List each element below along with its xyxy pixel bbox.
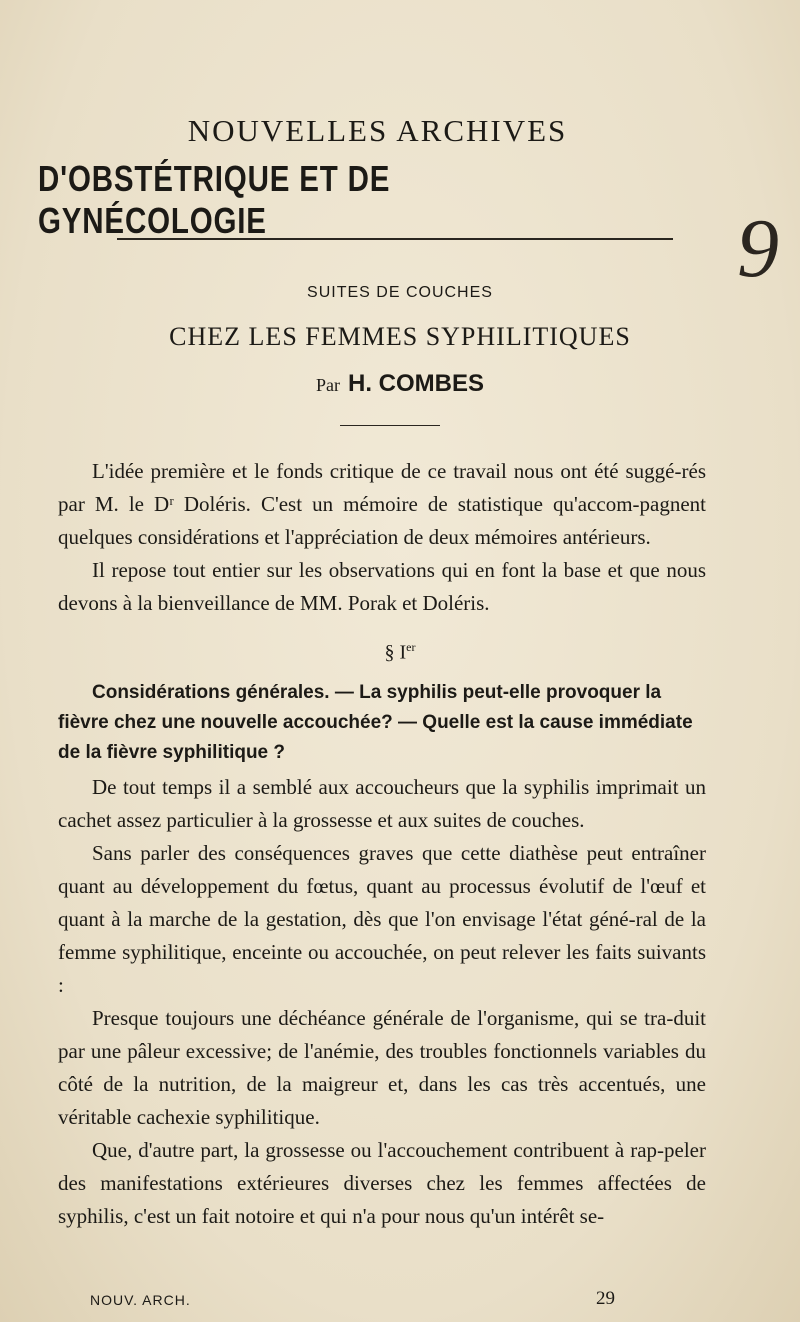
paragraph: Presque toujours une déchéance générale de l'organisme, qui se tra-duit par une pâleur excessive; de l'anémie, des troubles fonctionnels variables du côté de la nutrition, de la maigreur et, dans les cas très accentués, une véritable cachexie syphilitique. (58, 1006, 706, 1129)
article-kicker: SUITES DE COUCHES (307, 284, 493, 301)
intro-text (58, 455, 706, 620)
journal-title-line1: NOUVELLES ARCHIVES (187, 113, 568, 148)
section-title: Considérations générales. — La syphilis peut-elle provoquer la fièvre chez une nouvelle accouchée? — Quelle est la cause immédiate de la fièvre syphilitique ? (58, 682, 693, 763)
paragraph: Sans parler des conséquences graves que cette diathèse peut entraîner quant au développement du fœtus, quant au processus évolutif de l'œuf et quant à la marche de la gestation, dès que l'on envisage l'état géné-ral de la femme syphilitique, enceinte ou accouchée, on peut relever les faits suivants : (58, 841, 706, 997)
paragraph: Il repose tout entier sur les observations qui en font la base et que nous devons à la bienveillance de MM. Porak et Doléris. (58, 558, 706, 615)
body-text (58, 771, 706, 1233)
byline-prefix: Par (315, 375, 340, 395)
journal-title-line2: D'OBSTÉTRIQUE ET DE GYNÉCOLOGIE (38, 158, 391, 241)
header-rule (117, 238, 673, 240)
byline (0, 370, 800, 398)
section-mark: § Ier (384, 640, 416, 664)
author-name: H. COMBES (347, 370, 484, 397)
page-number: 29 (596, 1288, 615, 1309)
title-rule (340, 425, 440, 426)
paragraph: L'idée première et le fonds critique de ce travail nous ont été suggé-rés par M. le Dʳ Doléris. C'est un mémoire de statistique qu'accom-pagnent quelques considérations et l'appréciation de deux mémoires antérieurs. (58, 459, 706, 549)
paragraph: De tout temps il a semblé aux accoucheurs que la syphilis imprimait un cachet assez particulier à la grossesse et aux suites de couches. (58, 775, 706, 832)
paragraph: Que, d'autre part, la grossesse ou l'accouchement contribuent à rap-peler des manifestations extérieures diverses chez les femmes affectées de syphilis, c'est un fait notoire et qui n'a pour nous qu'un intérêt se- (58, 1138, 706, 1228)
signature-mark: NOUV. ARCH. (90, 1292, 191, 1308)
article-title: CHEZ LES FEMMES SYPHILITIQUES (169, 322, 631, 351)
handwritten-mark: 9 (737, 202, 779, 295)
